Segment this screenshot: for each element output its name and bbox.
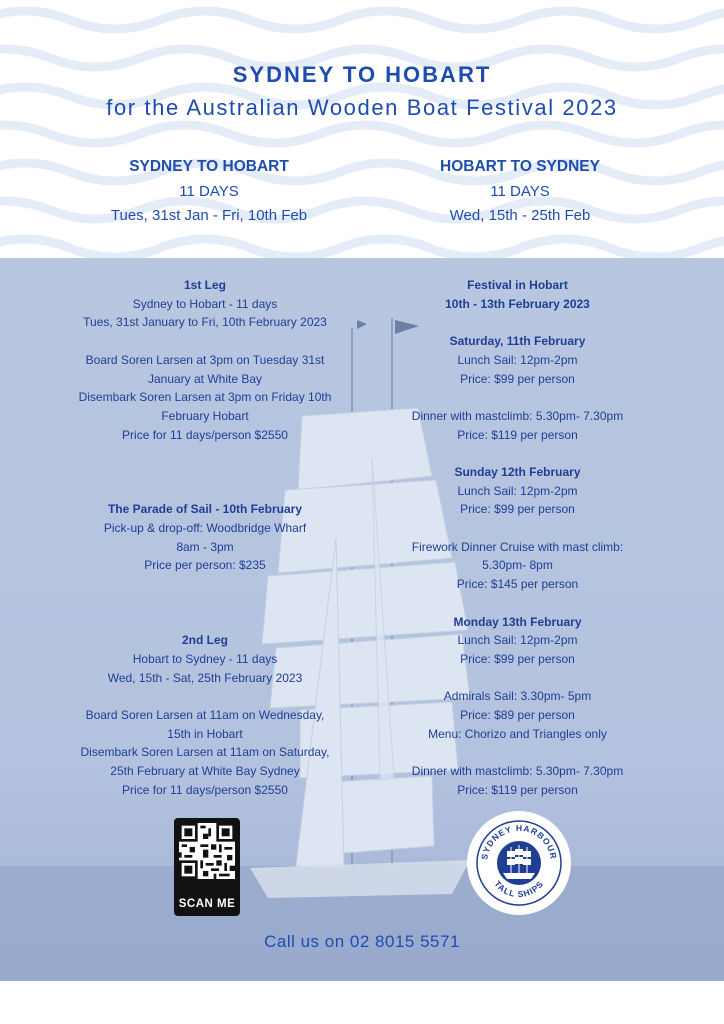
- monday-line: Price: $89 per person: [460, 708, 575, 723]
- parade-line: 8am - 3pm: [176, 539, 234, 554]
- parade-line: Pick-up & drop-off: Woodbridge Wharf: [103, 521, 307, 536]
- sunday-line: Price: $99 per person: [460, 502, 575, 517]
- logo-bottom-text: TALL SHIPS: [492, 878, 546, 900]
- leg2-line: 15th in Hobart: [167, 726, 243, 741]
- leg1-line: Sydney to Hobart - 11 days: [132, 296, 278, 311]
- logo-emblem-icon: [467, 811, 571, 915]
- qr-code[interactable]: [174, 818, 240, 916]
- route-days: 11 DAYS: [490, 183, 550, 200]
- leg-details-column: [65, 276, 345, 800]
- saturday-line: Price: $99 per person: [460, 371, 575, 386]
- saturday-heading: Saturday, 11th February: [449, 334, 586, 349]
- ship-photo-section: [0, 258, 724, 981]
- monday-line: Lunch Sail: 12pm-2pm: [457, 633, 578, 648]
- leg1-line: February Hobart: [161, 408, 249, 423]
- scan-me-label: SCAN ME: [178, 898, 236, 910]
- phone-call-text: Call us on 02 8015 5571: [264, 932, 460, 951]
- page-subtitle: for the Australian Wooden Boat Festival 2023: [106, 95, 618, 120]
- parade-heading: The Parade of Sail - 10th February: [107, 502, 303, 517]
- route-title: HOBART TO SYDNEY: [440, 158, 600, 175]
- leg1-heading: 1st Leg: [183, 278, 226, 292]
- sunday-line: Lunch Sail: 12pm-2pm: [457, 483, 578, 498]
- leg2-line: 25th February at White Bay Sydney: [110, 764, 300, 779]
- sunday-line: 5.30pm- 8pm: [482, 558, 553, 573]
- route-hobart-to-sydney: [370, 158, 670, 228]
- sunday-line: Price: $145 per person: [456, 577, 579, 592]
- leg2-line: Hobart to Sydney - 11 days: [132, 651, 278, 666]
- festival-dates: 10th - 13th February 2023: [445, 296, 590, 311]
- route-dates: Wed, 15th - 25th Feb: [449, 207, 591, 224]
- sunday-line: Firework Dinner Cruise with mast climb:: [411, 539, 624, 554]
- route-days: 11 DAYS: [179, 183, 239, 200]
- monday-line: Price: $99 per person: [460, 651, 575, 666]
- leg2-heading: 2nd Leg: [181, 633, 228, 648]
- saturday-line: Dinner with mastclimb: 5.30pm- 7.30pm: [411, 408, 624, 423]
- leg2-line: Price for 11 days/person $2550: [122, 782, 288, 797]
- festival-heading: Festival in Hobart: [467, 278, 568, 292]
- sunday-heading: Sunday 12th February: [454, 464, 581, 479]
- route-dates: Tues, 31st Jan - Fri, 10th Feb: [110, 207, 308, 224]
- monday-line: Dinner with mastclimb: 5.30pm- 7.30pm: [411, 764, 624, 779]
- route-sydney-to-hobart: [59, 158, 359, 228]
- monday-line: Menu: Chorizo and Triangles only: [428, 726, 607, 741]
- leg1-line: Price for 11 days/person $2550: [122, 427, 288, 442]
- saturday-line: Price: $119 per person: [457, 427, 578, 442]
- leg2-line: Board Soren Larsen at 11am on Wednesday,: [85, 708, 325, 723]
- leg1-line: January at White Bay: [147, 371, 263, 386]
- saturday-line: Lunch Sail: 12pm-2pm: [457, 352, 578, 367]
- leg2-line: Disembark Soren Larsen at 11am on Saturday,: [80, 745, 330, 760]
- logo-top-text: SYDNEY HARBOUR: [479, 822, 559, 861]
- qr-code-icon: [179, 823, 235, 879]
- festival-details-column: [385, 276, 650, 800]
- leg1-line: Board Soren Larsen at 3pm on Tuesday 31st: [85, 352, 325, 367]
- leg2-line: Wed, 15th - Sat, 25th February 2023: [107, 670, 303, 685]
- leg1-line: Disembark Soren Larsen at 3pm on Friday 10th: [78, 390, 332, 405]
- header-section: [0, 0, 724, 258]
- parade-line: Price per person: $235: [144, 558, 266, 573]
- monday-line: Admirals Sail: 3.30pm- 5pm: [443, 689, 592, 704]
- route-title: SYDNEY TO HOBART: [129, 158, 289, 175]
- monday-heading: Monday 13th February: [453, 614, 582, 629]
- monday-line: Price: $119 per person: [457, 782, 578, 797]
- leg1-line: Tues, 31st January to Fri, 10th February 2023: [83, 315, 327, 330]
- page-title: SYDNEY TO HOBART: [232, 62, 492, 87]
- sydney-harbour-tall-ships-logo: [467, 811, 571, 915]
